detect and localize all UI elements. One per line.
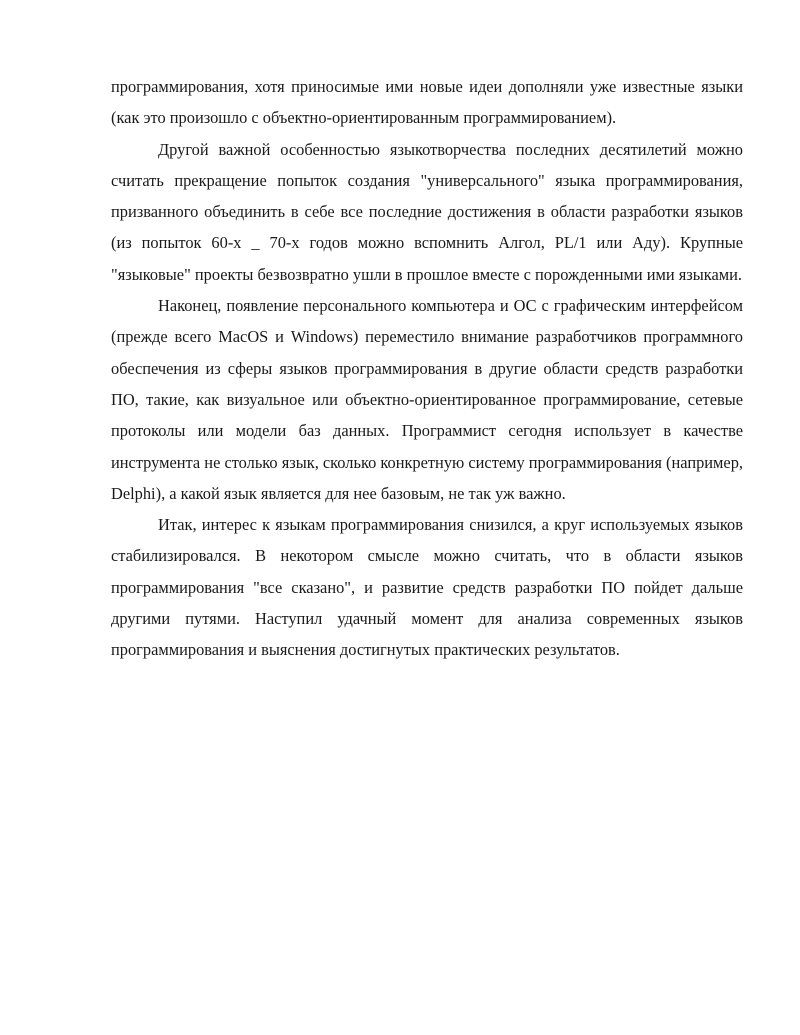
paragraph-personal-computer: Наконец, появление персонального компьютера и ОС с графическим интерфейсом (прежде всего MacOS и Windows) переместило внимание разработчиков программного обеспечения из сферы языков программирования в другие области средств разработки ПО, такие, как визуальное или объектно-ориентированное программирование, сетевые протоколы или модели баз данных. Программист сегодня использует в качестве инструмента не столько язык, сколько конкретную систему программирования (например, Delphi), а какой язык является для нее базовым, не так уж важно.: [111, 296, 743, 503]
paragraph-conclusion: Итак, интерес к языкам программирования снизился, а круг используемых языков стабилизировался. В некотором смысле можно считать, что в области языков программирования "все сказано", и развитие средств разработки ПО пойдет дальше другими путями. Наступил удачный момент для анализа современных языков программирования и выяснения достигнутых практических результатов.: [111, 515, 743, 660]
paragraph-universal-language: Другой важной особенностью языкотворчества последних десятилетий можно считать прекращение попыток создания "универсального" языка программирования, призванного объединить в себе все последние достижения в области разработки языков (из попыток 60-х _ 70-х годов можно вспомнить Алгол, PL/1 или Аду). Крупные "языковые" проекты безвозвратно ушли в прошлое вместе с порожденными ими языками.: [111, 139, 743, 284]
paragraph-continuation: программирования, хотя приносимые ими новые идеи дополняли уже известные языки (как это произошло с объектно-ориентированным программированием).: [111, 77, 743, 128]
document-page: [111, 71, 743, 666]
